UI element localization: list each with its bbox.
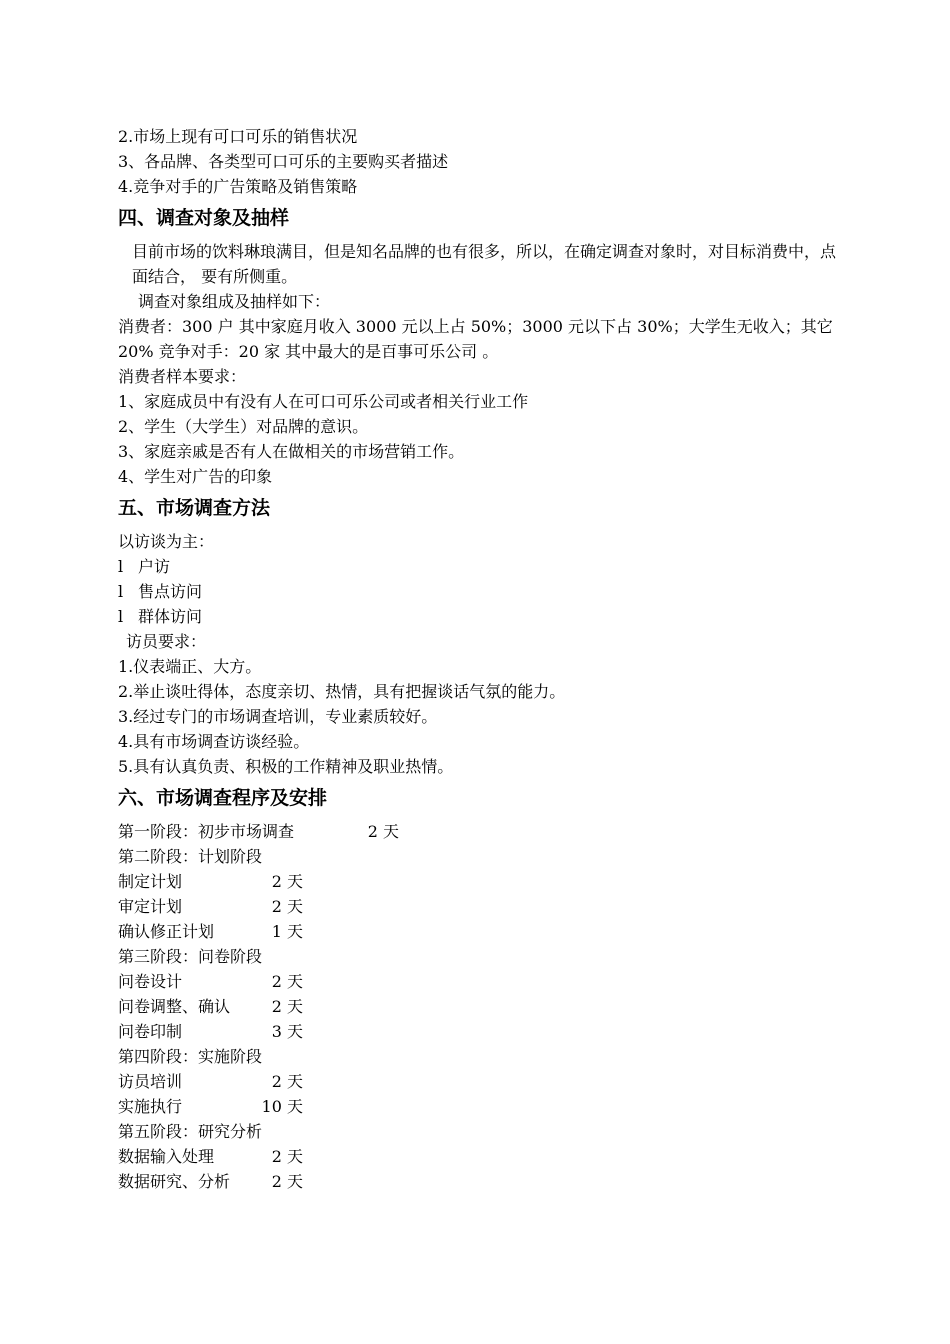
method-item	[118, 579, 838, 604]
schedule-days: 2 天	[271, 1147, 303, 1166]
schedule-phase: 第二阶段：计划阶段	[118, 847, 263, 866]
method-label: 户访	[138, 557, 171, 576]
schedule-phase: 第五阶段：研究分析	[118, 1122, 263, 1141]
intro-item: 4.竞争对手的广告策略及销售策略	[118, 177, 358, 196]
section-heading-5: 五、市场调查方法	[118, 497, 271, 519]
intro-item: 2.市场上现有可口可乐的销售状况	[118, 127, 358, 146]
schedule-task: 问卷设计	[118, 972, 183, 991]
section-heading-4: 四、调查对象及抽样	[118, 207, 290, 229]
schedule-row	[118, 819, 838, 844]
sample-req-item: 3、家庭亲戚是否有人在做相关的市场营销工作。	[118, 442, 465, 461]
bullet-glyph: l	[118, 582, 124, 601]
schedule-row	[118, 869, 838, 894]
sample-req-title: 消费者样本要求：	[118, 367, 247, 386]
method-label: 售点访问	[138, 582, 203, 601]
schedule-days: 2 天	[271, 1172, 303, 1191]
bullet-glyph: l	[118, 607, 124, 626]
method-item	[118, 554, 838, 579]
interviewer-req-item: 4.具有市场调查访谈经验。	[118, 732, 310, 751]
section4-paragraph: 消费者：300 户 其中家庭月收入 3000 元以上占 50%；3000 元以下占 30%；大学生无收入；其它 20% 竞争对手：20 家 其中最大的是百事可乐公司 。	[118, 317, 833, 361]
bullet-glyph: l	[118, 557, 124, 576]
schedule-task: 数据研究、分析	[118, 1172, 231, 1191]
schedule-days: 2 天	[271, 872, 303, 891]
schedule-row	[118, 1094, 838, 1119]
schedule-phase: 第四阶段：实施阶段	[118, 1047, 263, 1066]
schedule-days: 1 天	[271, 922, 303, 941]
schedule-days: 2 天	[271, 1072, 303, 1091]
schedule-row	[118, 919, 838, 944]
interviewer-req-title: 访员要求：	[126, 632, 207, 651]
schedule-days: 2 天	[271, 997, 303, 1016]
section4-paragraph: 目前市场的饮料琳琅满目，但是知名品牌的也有很多，所以，在确定调查对象时，对目标消费中，点面结合， 要有所侧重。	[132, 242, 837, 286]
method-lead: 以访谈为主：	[118, 532, 215, 551]
schedule-task: 问卷调整、确认	[118, 997, 231, 1016]
sample-req-item: 4、学生对广告的印象	[118, 467, 273, 486]
interviewer-req-item: 3.经过专门的市场调查培训，专业素质较好。	[118, 707, 438, 726]
schedule-days: 3 天	[271, 1022, 303, 1041]
schedule-days: 2 天	[271, 972, 303, 991]
schedule-task: 制定计划	[118, 872, 183, 891]
schedule-task: 问卷印制	[118, 1022, 183, 1041]
schedule-row	[118, 994, 838, 1019]
schedule-task: 数据输入处理	[118, 1147, 215, 1166]
schedule-row	[118, 1144, 838, 1169]
schedule-row	[118, 894, 838, 919]
schedule-row	[118, 969, 838, 994]
schedule-phase: 第三阶段：问卷阶段	[118, 947, 263, 966]
schedule-row	[118, 1169, 838, 1194]
schedule-days: 10 天	[261, 1097, 303, 1116]
schedule-task: 实施执行	[118, 1097, 183, 1116]
method-item	[118, 604, 838, 629]
interviewer-req-item: 5.具有认真负责、积极的工作精神及职业热情。	[118, 757, 454, 776]
schedule-task: 访员培训	[118, 1072, 183, 1091]
schedule-task: 确认修正计划	[118, 922, 215, 941]
sample-req-item: 1、家庭成员中有没有人在可口可乐公司或者相关行业工作	[118, 392, 529, 411]
section4-paragraph: 调查对象组成及抽样如下：	[138, 292, 331, 311]
schedule-task: 审定计划	[118, 897, 183, 916]
schedule-phase: 第一阶段：初步市场调查	[118, 822, 295, 841]
schedule-days: 2 天	[271, 897, 303, 916]
section-heading-6: 六、市场调查程序及安排	[118, 787, 328, 809]
document-page	[118, 124, 838, 1194]
intro-item: 3、各品牌、各类型可口可乐的主要购买者描述	[118, 152, 449, 171]
method-label: 群体访问	[138, 607, 203, 626]
schedule-row	[118, 1069, 838, 1094]
schedule-row	[118, 1019, 838, 1044]
interviewer-req-item: 2.举止谈吐得体，态度亲切、热情，具有把握谈话气氛的能力。	[118, 682, 566, 701]
sample-req-item: 2、学生（大学生）对品牌的意识。	[118, 417, 369, 436]
schedule-days: 2 天	[367, 822, 399, 841]
interviewer-req-item: 1.仪表端正、大方。	[118, 657, 262, 676]
